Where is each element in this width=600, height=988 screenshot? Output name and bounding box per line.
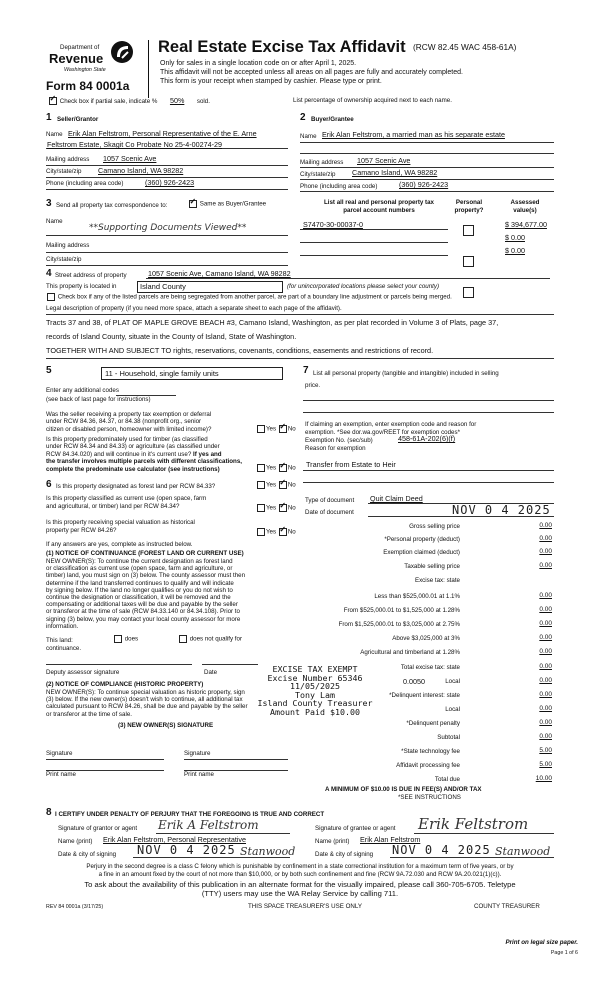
n1-line: information.: [46, 622, 79, 630]
parcel-number[interactable]: S7470-30-00037-0: [303, 220, 363, 229]
rev-number: REV 84 0001a (3/17/25): [46, 904, 104, 910]
ex-label1: If claiming an exemption, enter exemption code and reason for: [305, 421, 477, 428]
section2-number: 2: [300, 112, 306, 123]
segregate-checkbox[interactable]: [47, 293, 55, 301]
calc-label: Gross selling price: [409, 523, 460, 530]
seller-rule2: [46, 177, 288, 178]
n1-line: by signing below. If the land no longer qualifies or you do not wish to: [46, 586, 233, 594]
street-label: Street address of property: [55, 272, 127, 279]
s7-label2: price.: [305, 382, 321, 389]
legal-rule-bottom: [46, 358, 554, 359]
header-line1: Only for sales in a single location code on or after April 1, 2025.: [160, 60, 357, 67]
s6-q2-yes-checkbox[interactable]: [257, 504, 265, 512]
located-label: This property is located in: [46, 283, 117, 290]
reason-rule2: [303, 482, 554, 483]
calc-value[interactable]: 0.00: [539, 592, 552, 599]
buyer-phone[interactable]: (360) 926-2423: [399, 180, 449, 189]
s7-label1: List all personal property (tangible and intangible) included in selling: [313, 370, 499, 377]
continuance-label: continuance.: [46, 645, 82, 652]
reason-label: Reason for exemption: [305, 445, 366, 452]
s3-rule2: [46, 252, 288, 253]
section7-number: 7: [303, 365, 309, 376]
yes-label: Yes: [266, 504, 277, 512]
s6-q2-answer: [256, 504, 296, 512]
page-number: Page 1 of 6: [550, 950, 578, 956]
s5-q2-answer: [256, 464, 296, 472]
grantor-name[interactable]: Erik Alan Feltstrom, Personal Representative: [103, 835, 247, 844]
personal-property-checkbox[interactable]: [463, 225, 474, 236]
doesnot-option: does not qualify for: [178, 635, 242, 643]
buyer-name-line1[interactable]: Erik Alan Feltstrom, a married man as his separate estate: [322, 130, 505, 139]
header-line2: This affidavit will not be accepted unless all areas on all pages are fully and accurately completed.: [160, 69, 463, 76]
grantor-name-label: Name (print): [58, 838, 93, 845]
n1-line: NEW OWNER(S): To continue the current designation as forest land: [46, 558, 233, 565]
grantee-signature[interactable]: Erik Feltstrom: [418, 815, 529, 833]
new-owner-sig2-rule: [184, 759, 288, 760]
new-owner-print1-label: Print name: [46, 771, 76, 778]
form-number: Form 84 0001a: [46, 79, 130, 93]
s3-rule1: [46, 235, 288, 236]
no-label: No: [287, 528, 296, 536]
parcel-header-b2: property?: [454, 207, 484, 214]
no-label: No: [287, 464, 296, 472]
seller-phone[interactable]: (360) 926-2423: [145, 178, 195, 187]
s5-q2e: the transfer involves multiple parcels with different classifications,: [46, 458, 242, 465]
calc-value[interactable]: 0.00: [539, 606, 552, 613]
partial-pct[interactable]: 50%: [169, 96, 185, 105]
calc-label: Above $3,025,000 at 3%: [392, 635, 460, 642]
deputy-label: Deputy assessor signature: [46, 669, 120, 676]
calc-label: From $525,000.01 to $1,525,000 at 1.28%: [343, 607, 460, 614]
treasurer-use-only: THIS SPACE TREASURER'S USE ONLY: [248, 903, 362, 910]
deputy-rule: [46, 664, 192, 665]
calc-label: Affidavit processing fee: [396, 762, 460, 769]
buyer-rule0b: [300, 153, 554, 154]
local-rate[interactable]: 0.0050: [403, 677, 425, 686]
parcel-rule: [300, 242, 448, 243]
grantee-name[interactable]: Erik Alan Feltstrom: [360, 835, 421, 844]
ex-label2: exemption. *See dor.wa.gov/REET for exemption codes*: [305, 429, 461, 436]
grantor-date-label: Date & city of signing: [58, 851, 117, 858]
calc-value[interactable]: 0.00: [539, 705, 552, 712]
dept-line2: Revenue: [49, 51, 104, 66]
n2-line: calculated pursuant to RCW 84.26, shall be due and payable by the seller: [46, 703, 248, 711]
calc-value[interactable]: 0.00: [539, 719, 552, 726]
seller-title: Seller/Grantor: [57, 116, 99, 123]
calc-value[interactable]: 0.00: [539, 733, 552, 740]
n2-line: or transferor at the time of sale.: [46, 710, 132, 718]
s6-q1-answer: [256, 481, 296, 489]
calc-label: *State technology fee: [401, 748, 460, 755]
n1-line: or classification as current use (open space, farm and agriculture, or: [46, 565, 233, 573]
grantee-date-stamp[interactable]: NOV 0 4 2025: [392, 843, 491, 857]
stamp-line: Tony Lam: [295, 689, 335, 700]
partial-note: List percentage of ownership acquired next to each name.: [293, 97, 452, 104]
new-owner-print2-label: Print name: [184, 771, 214, 778]
calc-label: From $1,525,000.01 to $3,025,000 at 2.75%: [338, 621, 460, 628]
s6-q1-no-checkbox[interactable]: [279, 481, 287, 489]
seller-mail[interactable]: 1057 Scenic Ave: [103, 154, 157, 163]
section6-number: 6: [46, 479, 52, 490]
reason-rule1: [303, 470, 554, 471]
calc-label: Local: [445, 706, 460, 713]
s7-rule2: [303, 412, 554, 413]
calc-value[interactable]: 10.00: [535, 775, 552, 782]
calc-label: *Personal property (deduct): [384, 536, 460, 543]
form-rcw: (RCW 82.45 WAC 458-61A): [413, 42, 517, 52]
n2-title: (2) NOTICE OF COMPLIANCE (HISTORIC PROPERTY): [46, 681, 204, 688]
thisland-label: This land:: [46, 637, 73, 644]
new-owner-print1-rule: [46, 770, 164, 771]
perjury-line1: Perjury in the second degree is a class C felony which is punishable by confinement in a state correctional institution for a maximum term of five years, or by: [86, 863, 514, 870]
docdate-rule: [368, 516, 554, 517]
s6-q2b: and agricultural, or timber) land per RCW 84.34?: [46, 503, 180, 510]
grantee-city[interactable]: Stanwood: [495, 845, 551, 858]
s5-q2b: under RCW 84.34 and 84.33) or agriculture (as classified under: [46, 443, 220, 450]
stamp-line: 11/05/2025: [290, 681, 340, 692]
grantee-name-label: Name (print): [315, 838, 350, 845]
grantee-sig-rule: [414, 833, 554, 834]
calc-value[interactable]: 0.00: [539, 663, 552, 670]
buyer-title: Buyer/Grantee: [311, 116, 354, 123]
county-treasurer: COUNTY TREASURER: [474, 903, 540, 910]
parcel-header-c1: Assessed: [510, 199, 540, 206]
alt-format-line1: To ask about the availability of this publication in an alternate format for the visually impaired, please call 360-705-6705. Teletype: [84, 880, 516, 889]
personal-property-checkbox[interactable]: [463, 287, 474, 298]
calc-label: Taxable selling price: [404, 563, 460, 570]
s3-mail-label: Mailing address: [46, 242, 90, 249]
assessed-value[interactable]: $ 394,677.00: [505, 220, 547, 229]
same-as-buyer: [188, 200, 266, 208]
parcel-rule: [300, 229, 448, 230]
n1-line: signing (3) below, you may contact your local county assessor for more: [46, 615, 241, 623]
section3-number: 3: [46, 198, 52, 209]
deputy-date-label: Date: [204, 669, 218, 676]
new-owner-sig1-label: Signature: [46, 750, 73, 757]
dept-line1: Department of: [60, 44, 100, 51]
assessed-value[interactable]: $ 0.00: [505, 246, 525, 255]
n1-text: [46, 558, 245, 630]
partial-label-a: Check box if partial sale, indicate %: [59, 98, 158, 105]
parcel-header-b1: Personal: [455, 199, 483, 206]
s3-name[interactable]: **Supporting Documents Viewed**: [89, 223, 247, 233]
s5-q1a: Was the seller receiving a property tax exemption or deferral: [46, 411, 212, 418]
s6-q3a: Is this property receiving special valuation as historical: [46, 519, 195, 526]
calc-value[interactable]: 0.00: [539, 548, 552, 555]
header-line3: This form is your receipt when stamped by cashier. Please type or print.: [160, 78, 382, 85]
yes-label: Yes: [266, 425, 277, 433]
seller-name-line1[interactable]: Erik Alan Feltstrom, Personal Representative of the E. Arne: [68, 129, 257, 138]
calc-label: Less than $525,000.01 at 1.1%: [374, 593, 460, 600]
buyer-name-label: Name: [300, 133, 317, 140]
document-type[interactable]: Quit Claim Deed: [370, 494, 423, 503]
calc-value[interactable]: 0.00: [539, 634, 552, 641]
s6-q1: Is this property designated as forest land per RCW 84.33?: [56, 483, 216, 490]
s3-city-label: City/state/zip: [46, 256, 82, 263]
section5-number: 5: [46, 365, 52, 376]
doesnot-checkbox[interactable]: [179, 635, 187, 643]
buyer-rule1: [300, 167, 554, 168]
legal-paper-note: Print on legal size paper.: [505, 939, 578, 946]
parcel-rule: [300, 255, 448, 256]
buyer-city-label: City/state/zip: [300, 171, 336, 178]
s5-q1-answer: [256, 425, 296, 433]
seller-rule1: [46, 165, 288, 166]
n1-line: timber) land, you must sign on (3) below. The county assessor must then: [46, 572, 246, 580]
calc-label: *Delinquent interest: state: [389, 692, 460, 699]
stamp-line: EXCISE TAX EXEMPT: [272, 664, 358, 674]
partial-sale-checkbox[interactable]: [49, 97, 57, 105]
s5-q1c: citizen or disabled person, homeowner with limited income)?: [46, 426, 212, 433]
partial-sale-row: [48, 97, 210, 105]
legal-line1[interactable]: Tracts 37 and 38, of PLAT OF MAPLE GROVE BEACH #3, Camano Island, Washington, as per plat recorded in Volume 3 of Plats, page 37,: [46, 318, 499, 327]
legal-rule-top: [46, 314, 554, 315]
s6-q2a: Is this property classified as current use (open space, farm: [46, 495, 207, 502]
n2-line: (3) below. If the new owner(s) doesn't wish to continue, all additional tax: [46, 696, 243, 704]
grantor-sig-label: Signature of grantor or agent: [58, 825, 138, 832]
no-label: No: [287, 481, 296, 489]
grantor-city[interactable]: Stanwood: [240, 845, 296, 858]
segregate-row: [46, 293, 452, 301]
see-instructions: *SEE INSTRUCTIONS: [398, 794, 461, 801]
s6-q3-answer: [256, 528, 296, 536]
seller-name-label: Name: [46, 131, 63, 138]
header-divider: [148, 40, 149, 98]
personal-property-checkbox[interactable]: [463, 256, 474, 267]
section1-number: 1: [46, 112, 52, 123]
exemption-reason[interactable]: Transfer from Estate to Heir: [306, 460, 396, 469]
new-owner-sig1-rule: [46, 759, 164, 760]
calc-value[interactable]: 0.00: [539, 677, 552, 684]
n1-line: determine if the land transferred continues to qualify and will indicate: [46, 579, 234, 587]
s5-q2a: Is this property predominately used for timber (as classified: [46, 436, 208, 443]
calc-label: Agricultural and timberland at 1.28%: [360, 649, 460, 656]
n1-line: or transferor at the time of sale (RCW 84.33.140 or 84.34.108). Prior to: [46, 608, 240, 616]
s6-q2-no-checkbox[interactable]: [279, 504, 287, 512]
section8-number: 8: [46, 807, 52, 818]
alt-format-line2: (TTY) users may use the WA Relay Service by calling 711.: [201, 889, 399, 898]
seller-rule3: [46, 189, 288, 190]
does-checkbox[interactable]: [114, 635, 122, 643]
grantee-date-rule: [390, 857, 554, 858]
n1-line: continue the designation or classification, it will be removed and the: [46, 594, 231, 602]
s5-q1b: under RCW 84.36, 84.37, or 84.38 (nonprofit org., senior: [46, 418, 202, 425]
grantor-sig-rule: [156, 833, 290, 834]
segregate-label: Check box if any of the listed parcels are being segregated from another parcel, are part of a boundary line adjustment or parcels being merged.: [57, 293, 452, 301]
street-rule: [146, 278, 550, 279]
calc-label: Excise tax: state: [414, 577, 460, 584]
parcel-header-c2: value(s): [513, 207, 537, 214]
n1-line: compensating or additional taxes will be due and payable by the seller: [46, 601, 238, 609]
minimum-note: A MINIMUM OF $10.00 IS DUE IN FEE(S) AND/OR TAX: [325, 786, 482, 793]
s3-rule3: [46, 265, 288, 266]
calc-value[interactable]: 0.00: [539, 691, 552, 698]
grantor-date-stamp[interactable]: NOV 0 4 2025: [137, 843, 236, 857]
n3-title: (3) NEW OWNER(S) SIGNATURE: [118, 722, 214, 729]
yes-label: Yes: [266, 464, 277, 472]
same-as-buyer-label: Same as Buyer/Grantee: [199, 200, 267, 208]
calc-label: *Delinquent penalty: [406, 720, 460, 727]
calc-value[interactable]: 0.00: [539, 535, 552, 542]
buyer-rule3: [300, 191, 554, 192]
n2-line: NEW OWNER(S): To continue special valuation as historic property, sign: [46, 689, 245, 696]
buyer-phone-label: Phone (including area code): [300, 183, 378, 190]
stamp-line: Amount Paid $10.00: [270, 706, 360, 717]
buyer-rule2: [300, 179, 554, 180]
calc-value[interactable]: 0.00: [539, 620, 552, 627]
form-title: Real Estate Excise Tax Affidavit: [158, 38, 406, 56]
seller-city-label: City/state/zip: [46, 168, 82, 175]
calc-label: Local: [445, 678, 460, 685]
document-date-stamp[interactable]: NOV 0 4 2025: [452, 503, 551, 517]
calc-value[interactable]: 0.00: [539, 648, 552, 655]
exno-label: Exemption No. (sec/sub): [305, 437, 373, 444]
s5-q2f: complete the predominate use calculator (see instructions): [46, 466, 220, 473]
excise-exempt-stamp: [255, 665, 375, 717]
s5-q2-yes-checkbox[interactable]: [257, 464, 265, 472]
partial-label-b: sold.: [196, 98, 210, 105]
s6-q3-no-checkbox[interactable]: [279, 528, 287, 536]
legal-line2[interactable]: records of Island County, situate in the County of Island, State of Washington.: [46, 332, 297, 341]
parcel-header-a1: List all real and personal property tax: [323, 199, 435, 206]
section4-number: 4: [46, 268, 52, 279]
buyer-rule0: [300, 142, 554, 143]
calc-value[interactable]: 5.00: [539, 747, 552, 754]
street-address[interactable]: 1057 Scenic Ave, Camano Island, WA 98282: [148, 269, 291, 278]
yes-label: Yes: [266, 481, 277, 489]
grantee-sig-label: Signature of grantee or agent: [315, 825, 396, 832]
grantor-signature[interactable]: Erik A Feltstrom: [158, 818, 259, 832]
use-code-value: 11 - Household, single family units: [105, 369, 219, 378]
same-as-buyer-checkbox[interactable]: [189, 200, 197, 208]
calc-label: Total excise tax: state: [400, 664, 460, 671]
calc-label: Subtotal: [437, 734, 460, 741]
s5-q2c: RCW 84.34.020) and will continue in it's current use? If yes and: [46, 451, 222, 458]
county-select[interactable]: [137, 281, 283, 293]
buyer-mail[interactable]: 1057 Scenic Ave: [357, 156, 411, 165]
new-owner-print2-rule: [184, 770, 288, 771]
exemption-number[interactable]: 458-61A-202(6)(f): [398, 434, 456, 443]
addl-codes-note: (see back of last page for instructions): [46, 396, 151, 403]
s7-rule1: [303, 400, 554, 401]
s5-q2-no-checkbox[interactable]: [279, 464, 287, 472]
addl-codes-label: Enter any additional codes: [46, 387, 119, 394]
s3-name-label: Name: [46, 218, 63, 225]
seller-city[interactable]: Camano Island, WA 98282: [98, 166, 184, 175]
dept-line3: Washington State: [64, 67, 106, 73]
no-label: No: [287, 425, 296, 433]
located-note: (for unincorporated locations please select your county): [287, 283, 440, 290]
n1-title: (1) NOTICE OF CONTINUANCE (FOREST LAND OR CURRENT USE): [46, 550, 244, 557]
s6-q3-yes-checkbox[interactable]: [257, 528, 265, 536]
use-code-select[interactable]: [101, 367, 283, 380]
calc-value[interactable]: 5.00: [539, 761, 552, 768]
calc-label: Exemption claimed (deduct): [383, 549, 460, 556]
no-label: No: [287, 504, 296, 512]
calc-value[interactable]: 0.00: [539, 562, 552, 569]
stamp-line: Excise Number 65346: [267, 672, 363, 683]
new-owner-sig2-label: Signature: [184, 750, 211, 757]
grantor-date-rule: [133, 857, 290, 858]
perjury-line2: a fine in an amount fixed by the court of not more than $10,000, or by both such confinement and fine (RCW 9A.72.030 and RCW 9A.20.021(1)(c)).: [98, 871, 502, 878]
s6-q1-yes-checkbox[interactable]: [257, 481, 265, 489]
dor-logo-icon: [109, 39, 135, 65]
buyer-city[interactable]: Camano Island, WA 98282: [352, 168, 438, 177]
s5-q1-no-checkbox[interactable]: [279, 425, 287, 433]
s5-q1-yes-checkbox[interactable]: [257, 425, 265, 433]
n2-text: [46, 689, 248, 718]
seller-name-line2[interactable]: Feltstrom Estate, Skagit Co Probate No 25-4-00274-29: [47, 140, 222, 149]
deputy-date-rule: [202, 664, 258, 665]
calc-value[interactable]: 0.00: [539, 522, 552, 529]
certify-text: I CERTIFY UNDER PENALTY OF PERJURY THAT THE FOREGOING IS TRUE AND CORRECT: [55, 811, 325, 818]
stamp-line: Island County Treasurer: [257, 698, 373, 709]
s6-q3b: property per RCW 84.26?: [46, 527, 117, 534]
doctype-label: Type of document: [305, 497, 355, 504]
county-value: Island County: [140, 282, 186, 291]
grantee-date-label: Date & city of signing: [315, 851, 374, 858]
legal-line3[interactable]: TOGETHER WITH AND SUBJECT TO rights, reservations, covenants, conditions, easements and restrictions of record.: [46, 346, 434, 355]
parcel-header-a2: parcel account numbers: [343, 207, 415, 214]
seller-phone-label: Phone (including area code): [46, 180, 124, 187]
yes-label: Yes: [266, 528, 277, 536]
does-option: does: [113, 635, 138, 643]
s6-ifany: If any answers are yes, complete as instructed below.: [46, 541, 193, 548]
legal-label: Legal description of property (if you need more space, attach a separate sheet to each page of the affidavit).: [46, 305, 342, 312]
calc-label: Total due: [434, 776, 460, 783]
docdate-label: Date of document: [305, 509, 354, 516]
seller-mail-label: Mailing address: [46, 156, 90, 163]
buyer-mail-label: Mailing address: [300, 159, 344, 166]
section3-label: Send all property tax correspondence to:: [56, 202, 168, 209]
assessed-value[interactable]: $ 0.00: [505, 233, 525, 242]
